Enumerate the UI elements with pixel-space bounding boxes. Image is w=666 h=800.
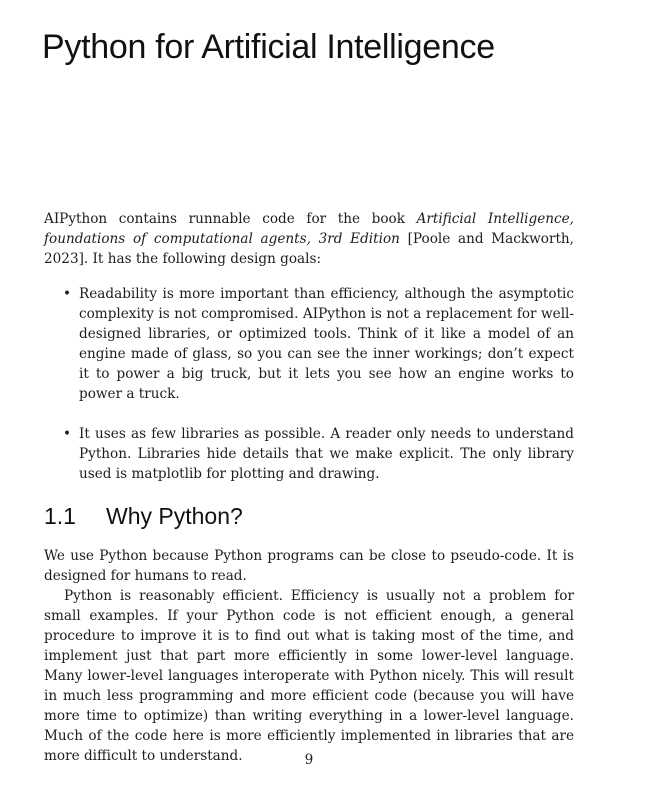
goal-text: It uses as few libraries as possible. A reader only needs to understand Python. Libraries hide details that we make explicit. The only library used is matplotlib for plotting and drawing.: [79, 426, 574, 482]
chapter-title: Python for Artificial Intelligence: [42, 28, 495, 66]
list-item: [44, 284, 574, 404]
bullet-icon: •: [63, 426, 72, 442]
section-title: Why Python?: [106, 503, 243, 529]
section-body: [44, 546, 574, 766]
section-number: 1.1: [44, 503, 76, 529]
design-goals-list: [44, 284, 574, 504]
section-heading: [44, 503, 243, 530]
page-number: 9: [304, 752, 314, 768]
intro-lead: AIPython contains runnable code for the book: [44, 211, 417, 227]
bullet-icon: •: [63, 286, 72, 302]
list-item: [44, 424, 574, 484]
section-paragraph: Python is reasonably efficient. Efficiency is usually not a problem for small examples. If your Python code is not efficient enough, a general procedure to improve it is to find out what is taking most of the time, and implement just that part more efficiently in some lower-level language. Many lower-level languages interoperate with Python nicely. This will result in much less programming and more efficient code (because you will have more time to optimize) than writing everything in a lower-level language. Much of the code here is more efficiently implemented in libraries that are more difficult to understand.: [44, 588, 574, 764]
intro-tail: It has the following design goals:: [88, 251, 322, 267]
section-paragraph: We use Python because Python programs can be close to pseudo-code. It is designed for humans to read.: [44, 548, 574, 584]
book-title: Artificial Intelligence, foundations of computational agents, 3rd Edition: [44, 211, 574, 247]
citation: [Poole and Mackworth, 2023].: [44, 231, 574, 267]
goal-text: Readability is more important than efficiency, although the asymptotic complexity is not compromised. AIPython is not a replacement for well-designed libraries, or optimized tools. Think of it like a model of an engine made of glass, so you can see the inner workings; don’t expect it to power a big truck, but it lets you see how an engine works to power a truck.: [79, 286, 574, 402]
intro-paragraph: [44, 209, 574, 269]
